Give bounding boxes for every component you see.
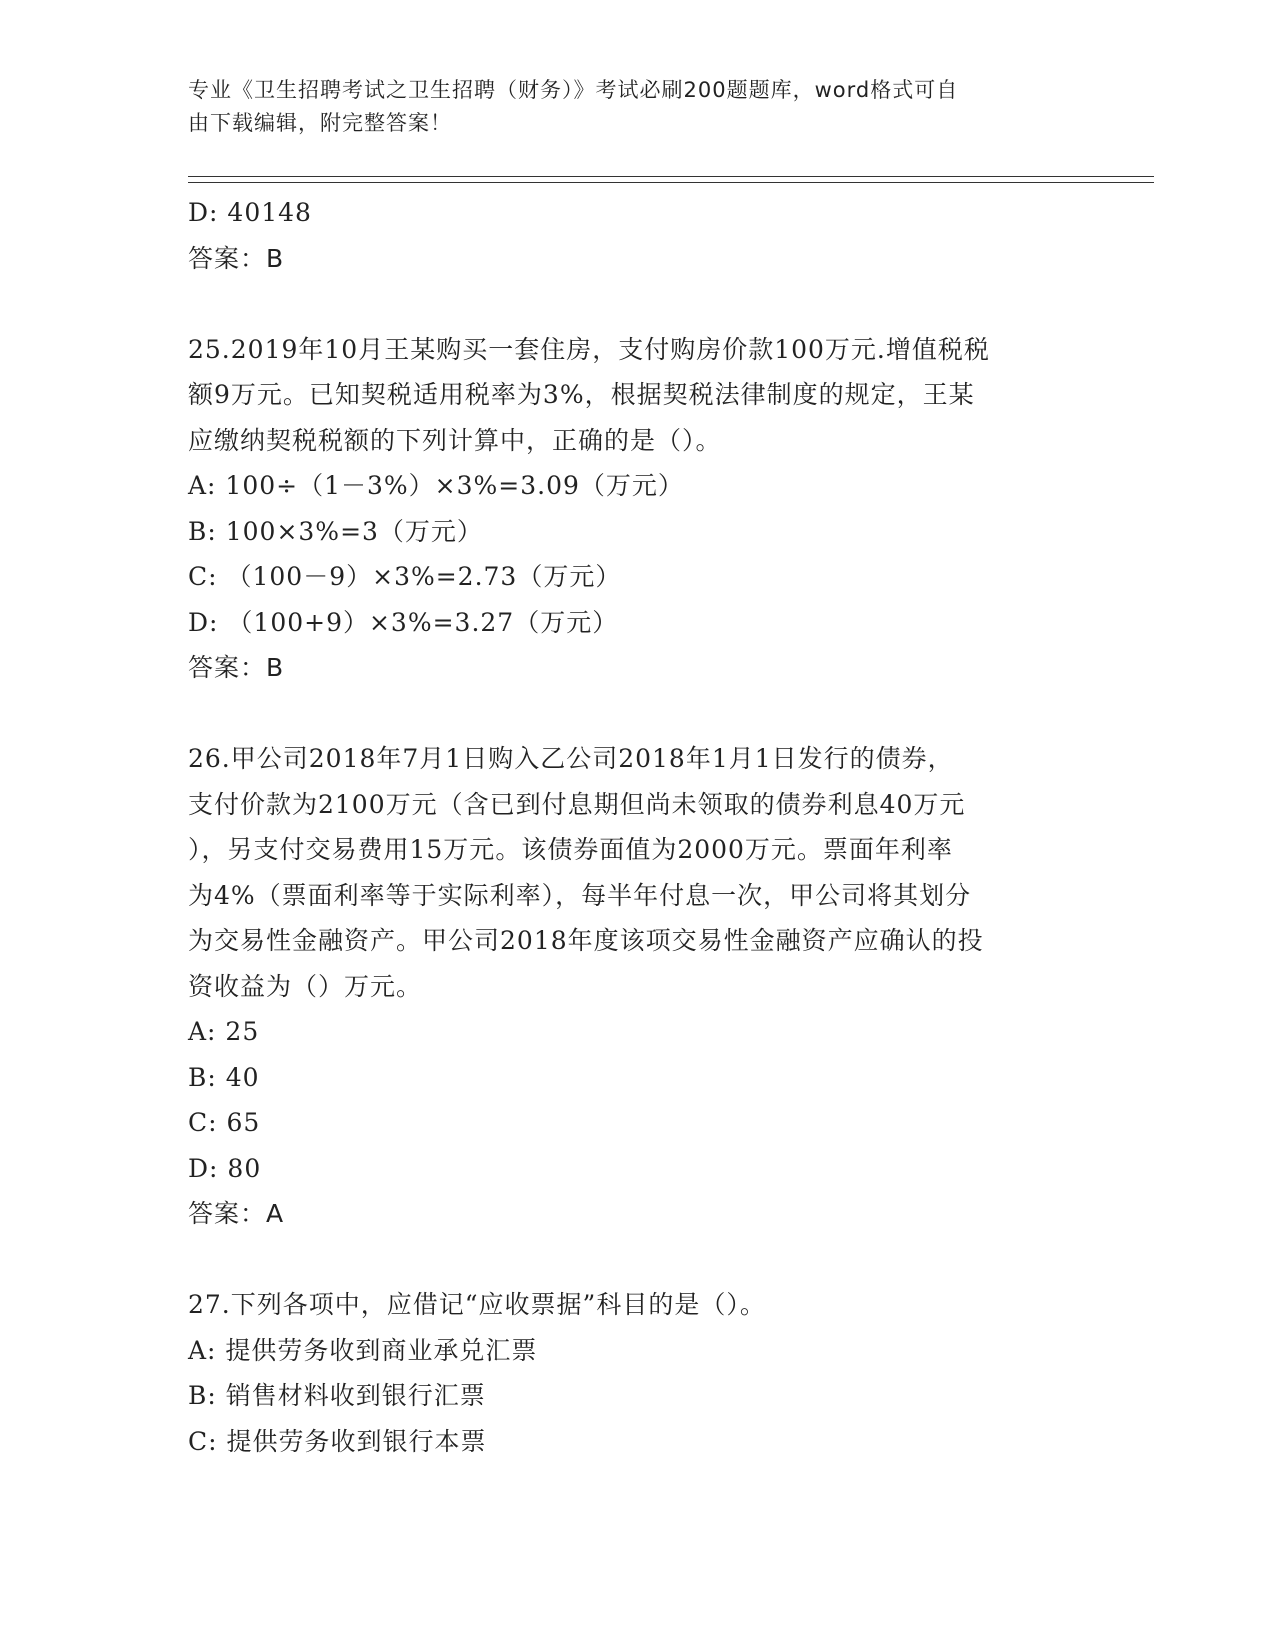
question-stem-line: 为交易性金融资产。甲公司2018年度该项交易性金融资产应确认的投 xyxy=(188,926,984,955)
question-25 xyxy=(188,327,1088,691)
answer-line: 答案：B xyxy=(188,653,285,682)
document-body xyxy=(188,190,1088,1464)
question-27 xyxy=(188,1282,1088,1464)
question-stem-line: 26.甲公司2018年7月1日购入乙公司2018年1月1日发行的债券， xyxy=(188,744,954,773)
option-b: B: 40 xyxy=(188,1062,260,1092)
spacer xyxy=(188,1237,1088,1283)
page-header xyxy=(188,74,1088,140)
question-stem-line: 额9万元。已知契税适用税率为3%，根据契税法律制度的规定，王某 xyxy=(188,380,975,409)
option-b: B: 100×3%=3（万元） xyxy=(188,516,483,546)
header-line-1: 专业《卫生招聘考试之卫生招聘（财务）》考试必刷200题题库，word格式可自 xyxy=(188,78,959,102)
option-c: C: （100－9）×3%=2.73（万元） xyxy=(188,562,622,591)
question-stem-line: ），另支付交易费用15万元。该债券面值为2000万元。票面年利率 xyxy=(188,835,953,864)
answer-line: 答案：A xyxy=(188,1199,285,1228)
question-stem-line: 支付价款为2100万元（含已到付息期但尚未领取的债券利息40万元 xyxy=(188,789,966,819)
header-line-2: 由下载编辑，附完整答案！ xyxy=(188,111,452,135)
option-a: A: 提供劳务收到商业承兑汇票 xyxy=(188,1335,538,1365)
question-stem-line: 资收益为（）万元。 xyxy=(188,971,423,1001)
question-26 xyxy=(188,736,1088,1237)
previous-question-tail xyxy=(188,190,1088,281)
option-d: D: （100+9）×3%=3.27（万元） xyxy=(188,607,619,637)
header-rule-top xyxy=(188,176,1154,177)
option-a: A: 25 xyxy=(188,1017,260,1046)
question-stem-line: 应缴纳契税税额的下列计算中，正确的是（）。 xyxy=(188,425,722,455)
option-b: B: 销售材料收到银行汇票 xyxy=(188,1381,486,1410)
spacer xyxy=(188,691,1088,737)
question-stem-line: 25.2019年10月王某购买一套住房，支付购房价款100万元.增值税税 xyxy=(188,334,990,364)
option-d: D: 40148 xyxy=(188,198,312,227)
header-rule-bottom xyxy=(188,182,1154,183)
question-stem-line: 为4%（票面利率等于实际利率），每半年付息一次，甲公司将其划分 xyxy=(188,880,972,910)
option-c: C: 65 xyxy=(188,1108,261,1137)
option-d: D: 80 xyxy=(188,1153,262,1183)
option-a: A: 100÷（1－3%）×3%=3.09（万元） xyxy=(188,471,684,500)
option-c: C: 提供劳务收到银行本票 xyxy=(188,1426,487,1456)
spacer xyxy=(188,281,1088,327)
answer-line: 答案：B xyxy=(188,243,285,273)
question-stem-line: 27.下列各项中，应借记“应收票据”科目的是（）。 xyxy=(188,1290,766,1319)
